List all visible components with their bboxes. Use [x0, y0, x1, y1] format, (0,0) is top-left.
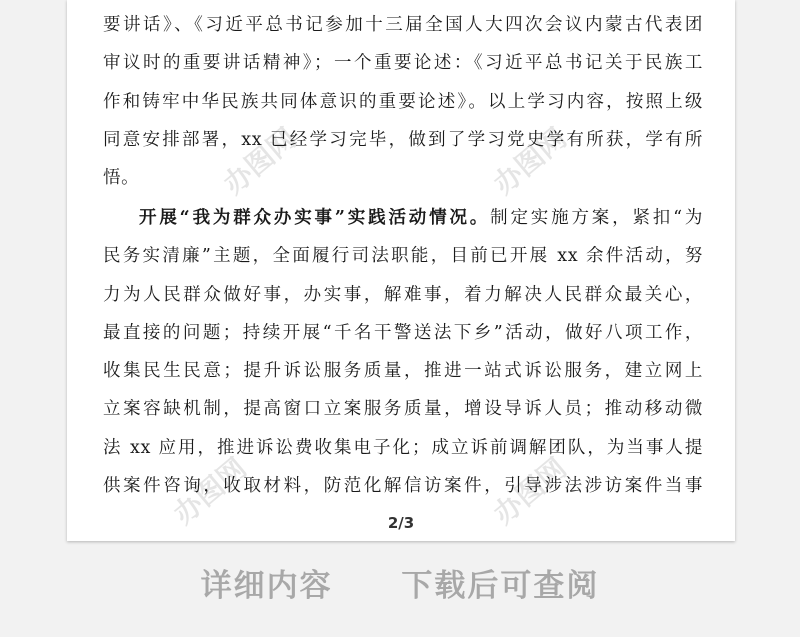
text-line: 要讲话》、《习近平总书记参加十三届全国人大四次会议内蒙古代表团	[103, 15, 703, 35]
text-line: 收集民生民意；提升诉讼服务质量，推进一站式诉讼服务，建立网上	[103, 361, 703, 382]
watermark: 办图网	[487, 451, 573, 531]
text-line: 力为人民群众做好事，办实事，解难事，着力解决人民群众最关心，	[103, 284, 703, 305]
text-line: 民务实清廉”主题，全面履行司法职能，目前已开展 xx 余件活动，努	[103, 246, 703, 267]
text-line: 作和铸牢中华民族共同体意识的重要论述》。以上学习内容，按照上级	[103, 91, 703, 112]
text-line: 供案件咨询，收取材料，防范化解信访案件，引导涉法涉访案件当事	[103, 476, 703, 497]
watermark: 办图网	[167, 451, 253, 531]
footer-download-label[interactable]: 下载后可查阅	[401, 568, 600, 604]
text-line: 审议时的重要讲话精神》；一个重要论述：《习近平总书记关于民族工	[103, 53, 703, 74]
watermark: 办图网	[217, 121, 303, 201]
watermark: 办图网	[487, 121, 573, 201]
heading-continuation: 制定实施方案，紧扣“为	[490, 208, 703, 228]
paragraph-1	[103, 6, 703, 197]
text-line: 立案容缺机制，提高窗口立案服务质量，增设导诉人员；推动移动微	[103, 399, 703, 420]
footer-details-label[interactable]: 详细内容	[200, 568, 333, 604]
text-line: 同意安排部署，xx 已经学习完毕，做到了学习党史学有所获，学有所	[103, 129, 703, 150]
text-line: 最直接的问题；持续开展“千名干警送法下乡”活动，做好八项工作，	[103, 322, 703, 343]
text-line: 悟。	[103, 168, 140, 189]
footer-banner	[0, 560, 800, 605]
paragraph-2	[103, 199, 703, 505]
text-line	[103, 199, 703, 237]
document-page	[67, 0, 735, 541]
page-number: 2/3	[387, 514, 415, 532]
section-heading: 开展“我为群众办实事”实践活动情况。	[139, 208, 491, 228]
text-line: 法 xx 应用，推进诉讼费收集电子化；成立诉前调解团队，为当事人提	[103, 437, 703, 458]
